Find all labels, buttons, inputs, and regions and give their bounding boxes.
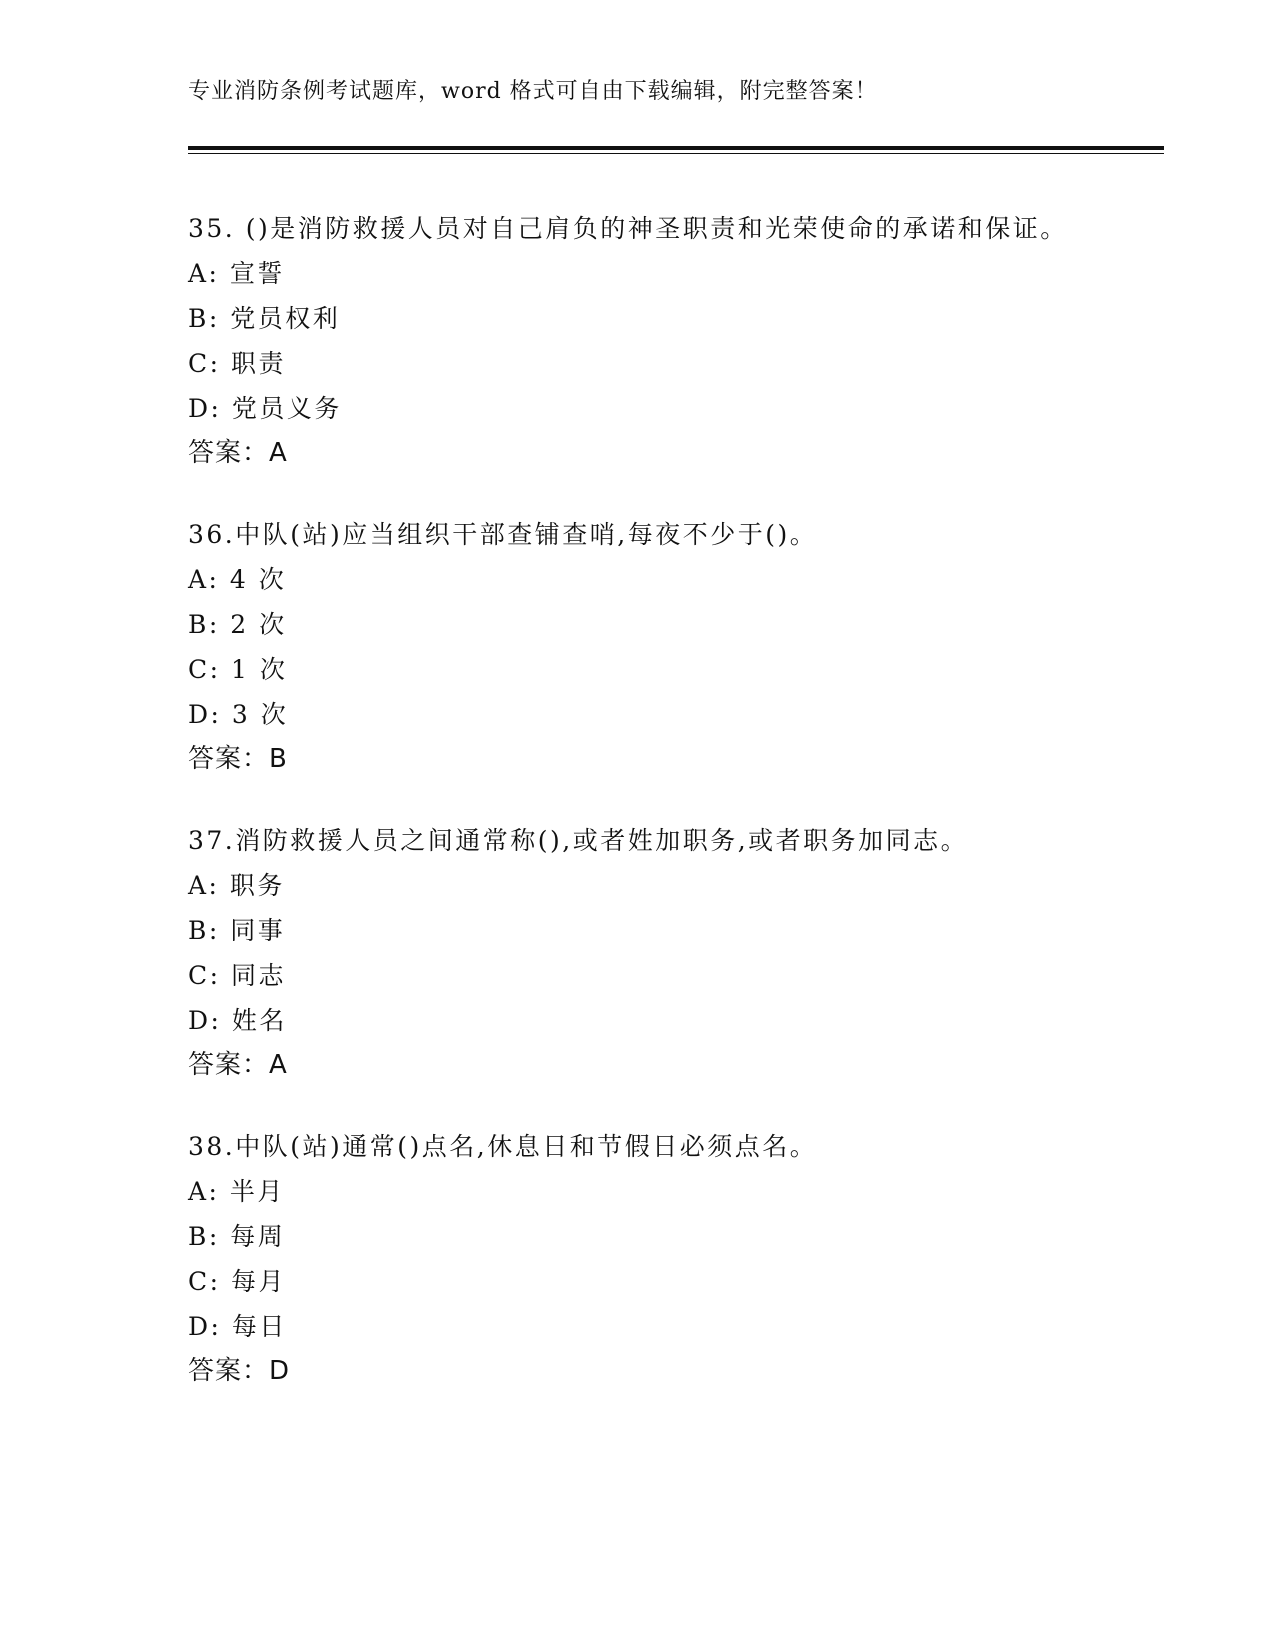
option-b: B: 同事 <box>188 916 286 945</box>
question-stem: 38.中队(站)通常()点名,休息日和节假日必须点名。 <box>188 1132 818 1161</box>
question-37 <box>188 818 1088 1088</box>
option-a: A: 职务 <box>188 871 285 900</box>
option-c: C: 同志 <box>188 961 286 990</box>
answer: 答案：B <box>188 744 288 774</box>
option-b: B: 党员权利 <box>188 304 341 333</box>
option-d: D: 姓名 <box>188 1006 287 1035</box>
question-36 <box>188 512 1088 782</box>
option-c: C: 每月 <box>188 1267 286 1296</box>
question-list <box>188 206 1088 1430</box>
header-rule-thick <box>188 146 1164 150</box>
option-c: C: 1 次 <box>188 655 288 684</box>
question-38 <box>188 1124 1088 1394</box>
question-stem: 36.中队(站)应当组织干部查铺查哨,每夜不少于()。 <box>188 520 818 549</box>
answer: 答案：A <box>188 438 288 468</box>
option-d: D: 党员义务 <box>188 394 342 423</box>
answer: 答案：A <box>188 1050 288 1080</box>
question-stem: 37.消防救援人员之间通常称(),或者姓加职务,或者职务加同志。 <box>188 826 969 855</box>
option-d: D: 每日 <box>188 1312 287 1341</box>
option-a: A: 半月 <box>188 1177 285 1206</box>
option-b: B: 2 次 <box>188 610 287 639</box>
question-stem: 35. ()是消防救援人员对自己肩负的神圣职责和光荣使命的承诺和保证。 <box>188 214 1068 243</box>
option-a: A: 宣誓 <box>188 259 285 288</box>
option-a: A: 4 次 <box>188 565 287 594</box>
option-d: D: 3 次 <box>188 700 289 729</box>
header-rule-thin <box>188 153 1164 154</box>
answer: 答案：D <box>188 1356 291 1386</box>
document-header: 专业消防条例考试题库，word 格式可自由下载编辑，附完整答案！ <box>188 79 878 104</box>
option-b: B: 每周 <box>188 1222 286 1251</box>
question-35 <box>188 206 1088 476</box>
option-c: C: 职责 <box>188 349 286 378</box>
